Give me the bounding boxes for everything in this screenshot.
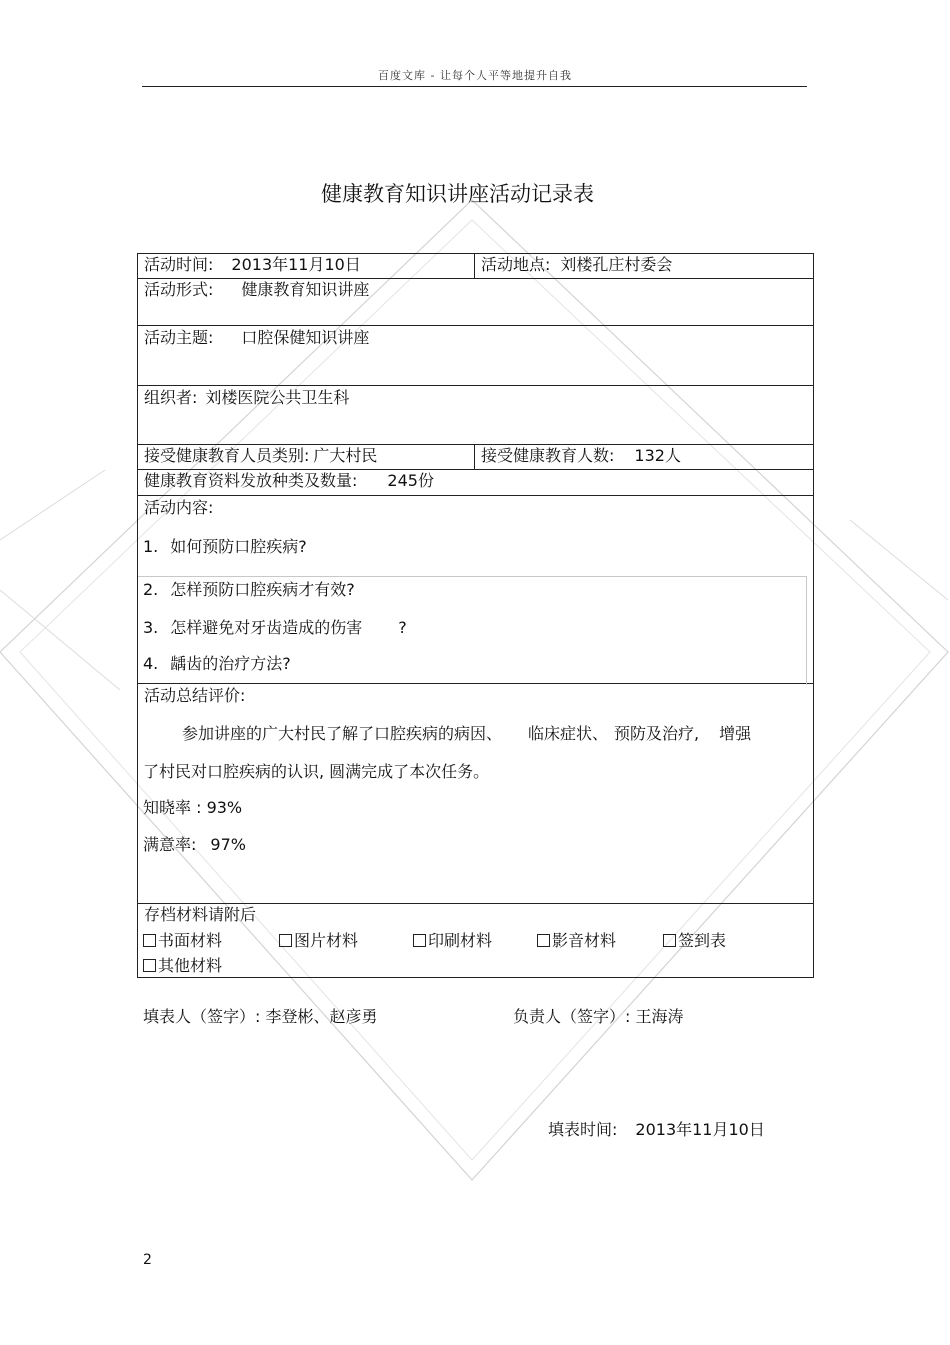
place-cell — [475, 254, 814, 279]
checkbox-signin-sheet[interactable]: 签到表 — [663, 930, 726, 952]
checkbox-printed[interactable]: 印刷材料 — [413, 930, 492, 952]
organizer-value: 刘楼医院公共卫生科 — [205, 388, 350, 407]
count-label: 接受健康教育人数: — [481, 446, 615, 465]
time-label: 活动时间: — [144, 255, 214, 274]
materials-cell — [138, 470, 814, 496]
audience-cell — [138, 445, 475, 470]
document-title: 健康教育知识讲座活动记录表 — [321, 182, 594, 206]
summary-cell — [138, 684, 814, 904]
content-label: 活动内容: — [144, 498, 214, 517]
format-cell — [138, 279, 814, 326]
checkbox-pictures[interactable]: 图片材料 — [279, 930, 358, 952]
format-value: 健康教育知识讲座 — [241, 280, 370, 299]
theme-label: 活动主题: — [144, 328, 214, 347]
content-item: 4. 龋齿的治疗方法? — [143, 654, 291, 673]
materials-value: 245份 — [387, 471, 434, 490]
place-value: 刘楼孔庄村委会 — [560, 255, 673, 274]
theme-value: 口腔保健知识讲座 — [241, 328, 370, 347]
count-value: 132人 — [634, 446, 681, 465]
content-item: 2. 怎样预防口腔疾病才有效? — [143, 580, 355, 599]
summary-line-2: 了村民对口腔疾病的认识, 圆满完成了本次任务。 — [143, 762, 490, 781]
theme-cell — [138, 326, 814, 386]
materials-label: 健康教育资料发放种类及数量: — [144, 471, 358, 490]
page-header: 百度文库 - 让每个人平等地提升自我 — [378, 69, 572, 82]
content-item: 1. 如何预防口腔疾病? — [143, 537, 307, 556]
checkbox-icon — [279, 934, 292, 947]
audience-label: 接受健康教育人员类别: — [144, 446, 310, 465]
summary-line-1: 参加讲座的广大村民了解了口腔疾病的病因、 临床症状、 预防及治疗, 增强 — [182, 724, 752, 743]
time-value: 2013年11月10日 — [231, 255, 361, 274]
count-cell — [475, 445, 814, 470]
organizer-label: 组织者: — [144, 388, 198, 407]
checkbox-icon — [663, 934, 676, 947]
checkbox-written[interactable]: 书面材料 — [143, 930, 222, 952]
header-rule — [142, 86, 807, 87]
checkbox-audiovisual[interactable]: 影音材料 — [537, 930, 616, 952]
checkbox-other[interactable]: 其他材料 — [143, 956, 222, 975]
filler-signature: 填表人（签字）: 李登彬、赵彦勇 — [143, 1007, 378, 1026]
archive-label: 存档材料请附后 — [144, 905, 257, 924]
content-item: 3. 怎样避免对牙齿造成的伤害 ? — [143, 618, 407, 637]
audience-value: 广大村民 — [313, 446, 378, 465]
archive-options-row — [143, 930, 803, 952]
fill-date: 填表时间: 2013年11月10日 — [548, 1120, 765, 1139]
checkbox-icon — [143, 959, 156, 972]
page-number: 2 — [143, 1252, 152, 1268]
responsible-signature: 负责人（签字）: 王海涛 — [513, 1007, 684, 1026]
checkbox-icon — [413, 934, 426, 947]
checkbox-icon — [537, 934, 550, 947]
time-cell — [138, 254, 475, 279]
awareness-rate: 知晓率 : 93% — [143, 798, 243, 817]
checkbox-icon — [143, 934, 156, 947]
summary-label: 活动总结评价: — [144, 686, 246, 705]
archive-options-row-2 — [143, 955, 222, 977]
format-label: 活动形式: — [144, 280, 214, 299]
place-label: 活动地点: — [481, 255, 551, 274]
organizer-cell — [138, 386, 814, 445]
satisfaction-rate: 满意率: 97% — [143, 835, 246, 854]
